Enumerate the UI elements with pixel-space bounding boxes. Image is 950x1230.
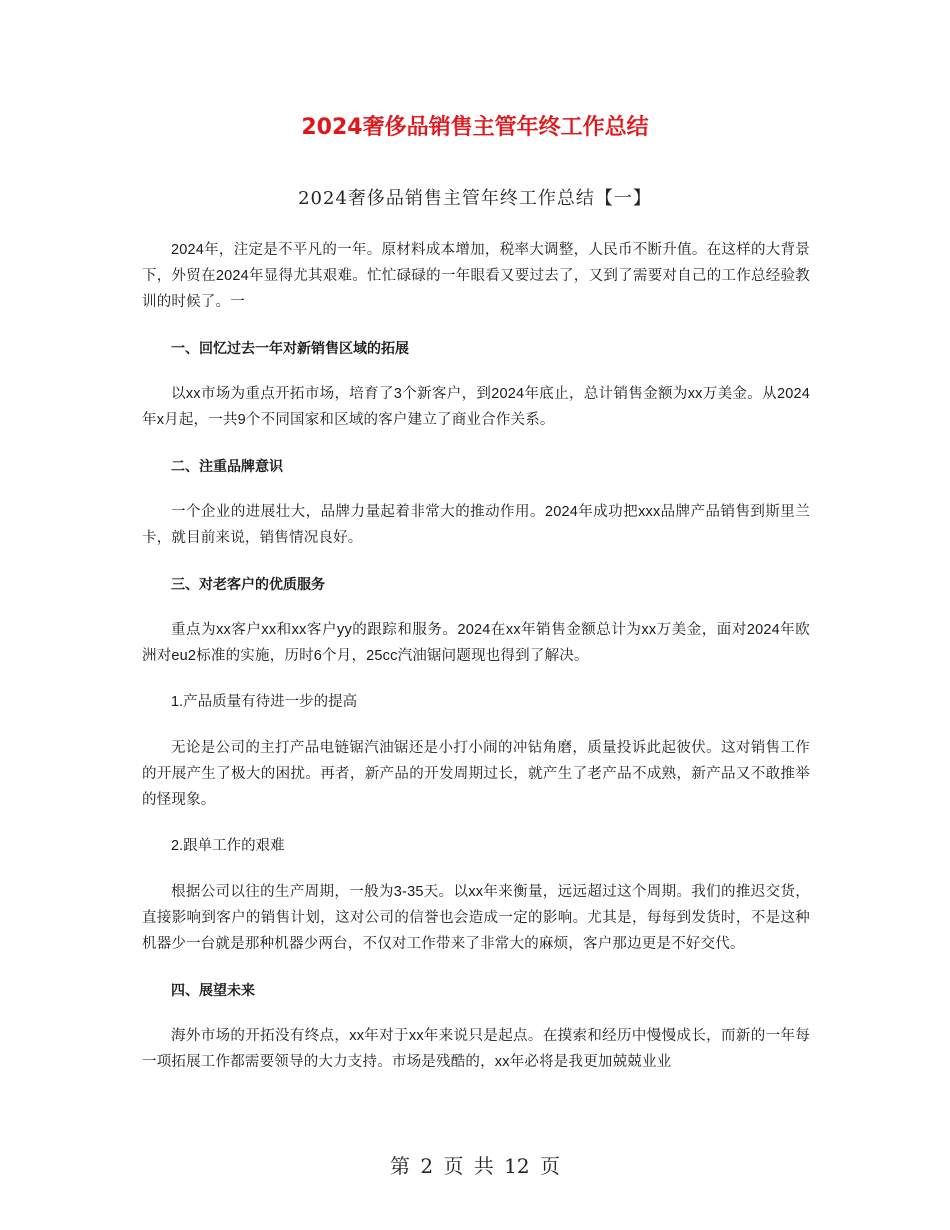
subsection-heading-2: 2.跟单工作的艰难 [171, 838, 285, 854]
section-paragraph-4: 海外市场的开拓没有终点，xx年对于xx年来说只是起点。在摸索和经历中慢慢成长，而新的一年每一项拓展工作都需要领导的大力支持。市场是残酷的，xx年必将是我更加兢兢业业 [142, 1028, 810, 1070]
subsection-heading-1: 1.产品质量有待进一步的提高 [171, 694, 358, 710]
section-paragraph-3: 重点为xx客户xx和xx客户yy的跟踪和服务。2024在xx年销售金额总计为xx万美金，面对2024年欧洲对eu2标准的实施，历时6个月，25cc汽油锯问题现也得到了解决。 [142, 622, 810, 664]
section-paragraph-1: 以xx市场为重点开拓市场，培育了3个新客户，到2024年底止，总计销售金额为xx万美金。从2024年x月起，一共9个不同国家和区域的客户建立了商业合作关系。 [142, 386, 810, 428]
subsection-paragraph-1: 无论是公司的主打产品电链锯汽油锯还是小打小闹的冲钻角磨，质量投诉此起彼伏。这对销售工作的开展产生了极大的困扰。再者，新产品的开发周期过长，就产生了老产品不成熟，新产品又不敢推举的怪现象。 [142, 740, 810, 808]
section-heading-1: 一、回忆过去一年对新销售区域的拓展 [171, 340, 409, 356]
document-subtitle: 2024奢侈品销售主管年终工作总结【一】 [298, 188, 652, 209]
section-paragraph-2: 一个企业的进展壮大，品牌力量起着非常大的推动作用。2024年成功把xxx品牌产品销售到斯里兰卡，就目前来说，销售情况良好。 [142, 504, 810, 546]
page-number-footer: 第 2 页 共 12 页 [390, 1154, 560, 1178]
section-heading-4: 四、展望未来 [171, 982, 255, 998]
intro-paragraph: 2024年，注定是不平凡的一年。原材料成本增加，税率大调整，人民币不断升值。在这样的大背景下，外贸在2024年显得尤其艰难。忙忙碌碌的一年眼看又要过去了，又到了需要对自己的工作总经验教训的时候了。一 [142, 242, 810, 310]
section-heading-3: 三、对老客户的优质服务 [171, 576, 325, 592]
subsection-paragraph-2: 根据公司以往的生产周期，一般为3-35天。以xx年来衡量，远远超过这个周期。我们的推迟交货，直接影响到客户的销售计划，这对公司的信誉也会造成一定的影响。尤其是，每每到发货时，不是这种机器少一台就是那种机器少两台，不仅对工作带来了非常大的麻烦，客户那边更是不好交代。 [142, 884, 810, 952]
section-heading-2: 二、注重品牌意识 [171, 458, 283, 474]
document-title: 2024奢侈品销售主管年终工作总结 [301, 115, 649, 140]
document-body [142, 237, 810, 1095]
